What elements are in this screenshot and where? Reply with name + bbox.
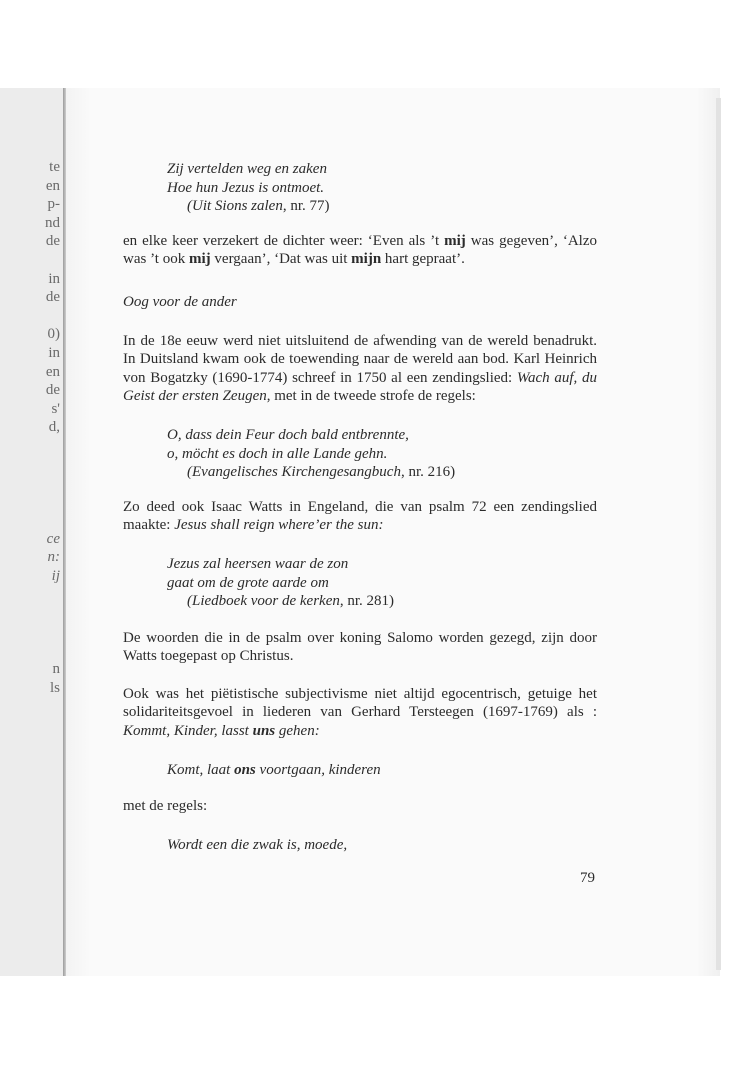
page-right-edge	[716, 98, 721, 970]
left-page-edge	[0, 88, 66, 976]
page-body	[123, 160, 597, 854]
verse-source: (Evangelisches Kirchengesangbuch, nr. 216)	[187, 464, 456, 481]
left-page-fragment	[45, 511, 60, 530]
left-page-fragment: de	[45, 382, 60, 399]
verse-tersteegen-regels	[167, 836, 597, 855]
paragraph: Zo deed ook Isaac Watts in Engeland, die van psalm 72 een zendingslied maakte: Jesus shall reign where’er the sun:	[123, 498, 597, 534]
verse-source: (Liedboek voor de kerken, nr. 281)	[187, 593, 395, 610]
paragraph: Ook was het piëtistische subjectivisme niet altijd egocentrisch, getuige het solidariteitsgevoel in liederen van Gerhard Tersteegen (1697-1769) als : Kommt, Kinder, lasst uns gehen:	[123, 685, 597, 740]
verse-line: Komt, laat ons voortgaan, kinderen	[167, 761, 381, 778]
left-page-fragment: d,	[48, 419, 60, 436]
left-page-fragment: en	[45, 363, 60, 380]
verse-line: Zij vertelden weg en zaken	[167, 161, 327, 177]
left-page-fragment: 0)	[47, 326, 60, 343]
left-page-fragment: ce	[46, 530, 60, 547]
paragraph: met de regels:	[123, 798, 208, 815]
verse-sions-zalen	[167, 160, 597, 216]
left-page-fragment: n:	[47, 549, 60, 566]
page-number: 79	[580, 870, 595, 886]
left-page-fragment: ls	[49, 679, 60, 696]
left-page-fragment: in	[48, 344, 60, 361]
left-page-fragment	[45, 251, 60, 270]
paragraph: In de 18e eeuw werd niet uitsluitend de afwending van de wereld benadrukt. In Duitsland kwam ook de toewending naar de wereld aan bod. Karl Heinrich von Bogatzky (1690-1774) schreef in 1750 al een zendingslied: Wach auf, du Geist der ersten Zeugen, met in de tweede strofe de regels:	[123, 332, 597, 405]
left-page-fragment	[45, 493, 60, 512]
left-page-fragment	[45, 437, 60, 456]
left-page-text-fragments	[45, 158, 60, 697]
left-page-fragment: ij	[51, 568, 60, 585]
verse-kirchengesangbuch	[167, 426, 597, 482]
verse-line: Wordt een die zwak is, moede,	[167, 836, 348, 853]
verse-tersteegen	[167, 761, 597, 780]
left-page-fragment	[45, 456, 60, 475]
verse-line: O, dass dein Feur doch bald entbrennte,	[167, 426, 409, 443]
left-page-fragment: s'	[51, 400, 60, 417]
left-page-fragment: in	[48, 270, 60, 287]
left-page-fragment	[45, 641, 60, 660]
left-page-fragment: de	[45, 233, 60, 250]
left-page-fragment: n	[52, 661, 60, 678]
left-page-fragment	[45, 604, 60, 623]
left-page-fragment: p-	[47, 196, 60, 213]
left-page-fragment: en	[45, 177, 60, 194]
left-page-fragment: de	[45, 289, 60, 306]
paragraph: De woorden die in de psalm over koning Salomo worden gezegd, zijn door Watts toegepast op Christus.	[123, 629, 597, 665]
verse-line: Hoe hun Jezus is ontmoet.	[167, 179, 325, 196]
left-page-fragment: nd	[45, 214, 60, 231]
left-page-fragment	[45, 586, 60, 605]
verse-line: Jezus zal heersen waar de zon	[167, 555, 349, 572]
verse-line: o, möcht es doch in alle Lande gehn.	[167, 445, 388, 462]
paragraph: en elke keer verzekert de dichter weer: ‘Even als ’t mij was gegeven’, ‘Alzo was ’t ook mij vergaan’, ‘Dat was uit mijn hart gepraat’.	[123, 232, 597, 268]
verse-liedboek	[167, 555, 597, 611]
left-page-fragment: te	[49, 159, 60, 175]
verse-line: gaat om de grote aarde om	[167, 574, 329, 591]
section-heading: Oog voor de ander	[123, 293, 237, 310]
verse-source: (Uit Sions zalen, nr. 77)	[187, 198, 330, 215]
left-page-fragment	[45, 474, 60, 493]
left-page-fragment	[45, 623, 60, 642]
left-page-fragment	[45, 307, 60, 326]
